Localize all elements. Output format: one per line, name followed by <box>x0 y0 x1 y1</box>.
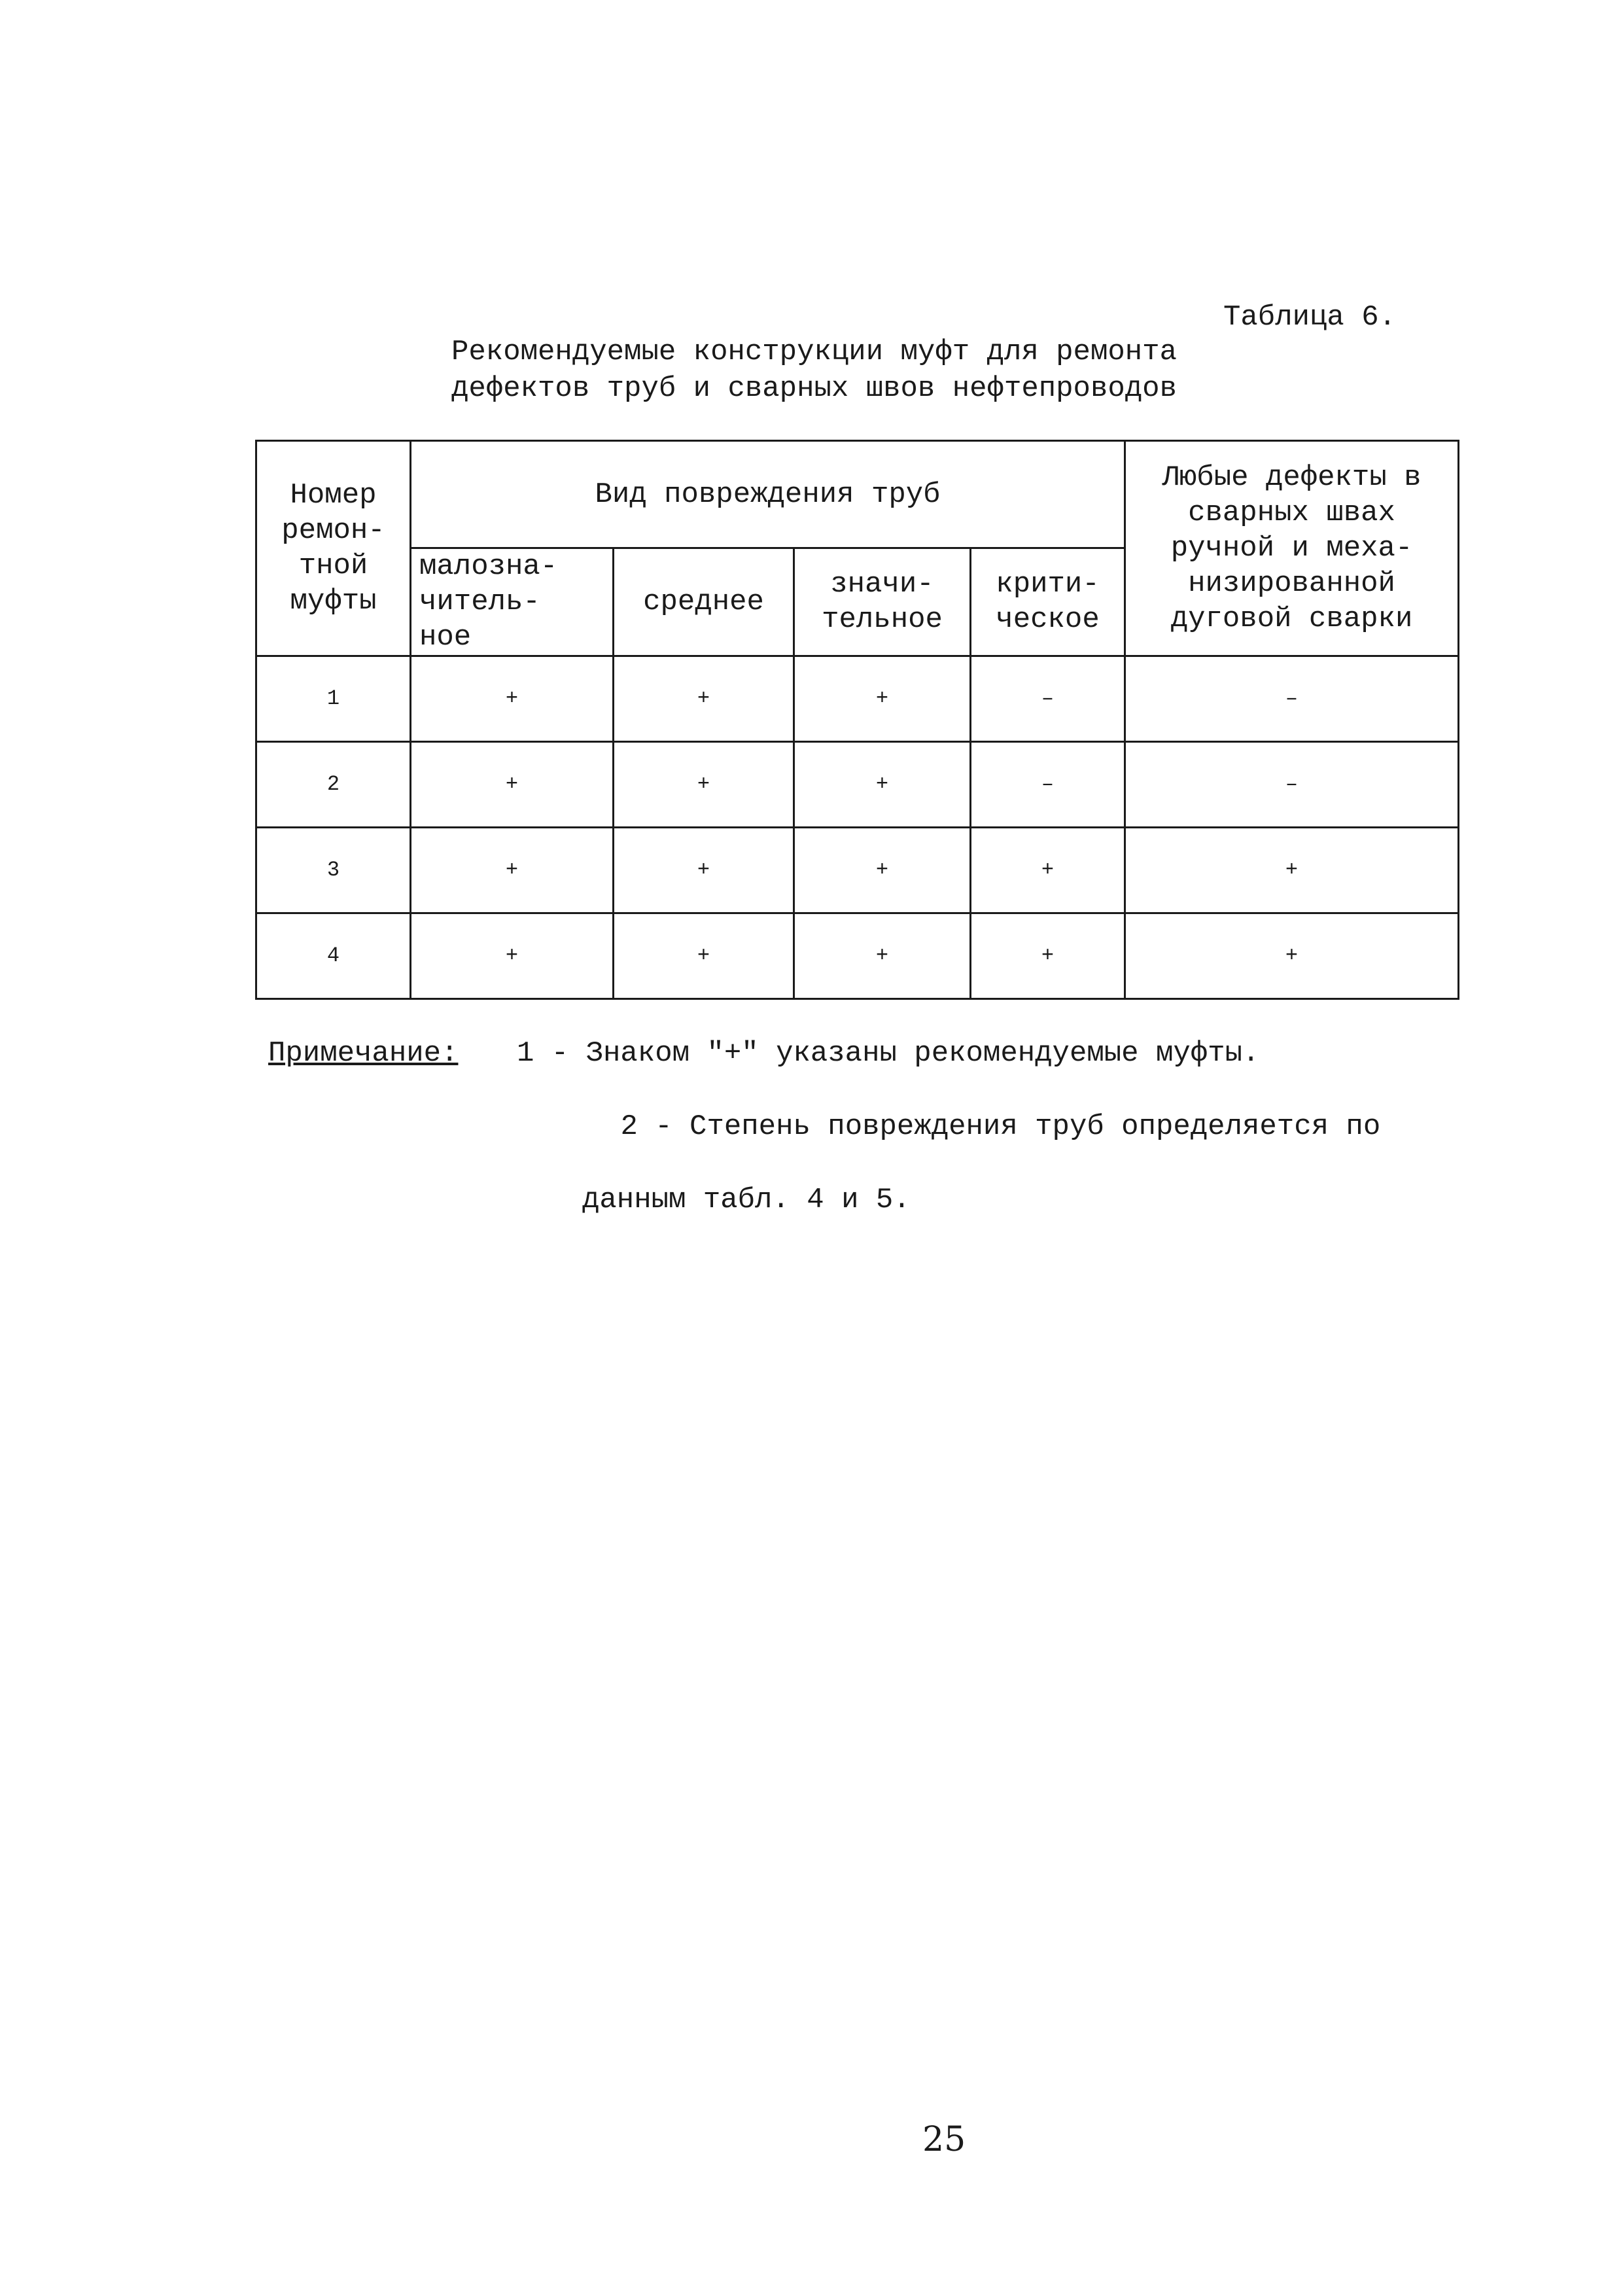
note-item-2-line-2: данным табл. 4 и 5. <box>582 1184 911 1216</box>
note-items <box>517 1035 1498 1292</box>
cell-medium: + <box>614 742 794 828</box>
cell-medium: + <box>614 656 794 742</box>
cell-significant: + <box>794 656 971 742</box>
page-number: 25 <box>922 2120 966 2159</box>
cell-critical: – <box>971 742 1125 828</box>
note-item-1: 1 - Знаком "+" указаны рекомендуемые муфты. <box>517 1037 1260 1070</box>
note-label: Примечание: <box>268 1037 459 1070</box>
table-row <box>256 742 1459 828</box>
cell-significant: + <box>794 828 971 913</box>
cell-minor: + <box>411 913 614 999</box>
header-damage-significant: значи- тельное <box>794 548 971 656</box>
note-item-2-line-1: 2 - Степень повреждения труб определяется по <box>620 1110 1381 1143</box>
cell-minor: + <box>411 828 614 913</box>
table-row <box>256 828 1459 913</box>
cell-critical: – <box>971 656 1125 742</box>
header-damage-critical: крити- ческое <box>971 548 1125 656</box>
header-damage-minor: малозна- читель- ное <box>411 548 614 656</box>
repair-sleeves-table <box>255 440 1459 1000</box>
header-any-weld-defects: Любые дефекты в сварных швах ручной и меха- низированной дуговой сварки <box>1125 441 1459 656</box>
row-number: 1 <box>256 656 411 742</box>
header-damage-medium: среднее <box>614 548 794 656</box>
caption-line-2: дефектов труб и сварных швов нефтепроводов <box>451 372 1177 405</box>
table-caption <box>451 334 1315 407</box>
cell-minor: + <box>411 742 614 828</box>
cell-critical: + <box>971 828 1125 913</box>
cell-weld-defects: – <box>1125 742 1459 828</box>
header-sleeve-number: Номер ремон- тной муфты <box>256 441 411 656</box>
table-row <box>256 913 1459 999</box>
cell-minor: + <box>411 656 614 742</box>
note-item-2 <box>517 1072 1498 1292</box>
cell-weld-defects: – <box>1125 656 1459 742</box>
table-row <box>256 656 1459 742</box>
cell-critical: + <box>971 913 1125 999</box>
caption-line-1: Рекомендуемые конструкции муфт для ремонта <box>451 336 1177 368</box>
header-damage-type: Вид повреждения труб <box>411 441 1125 548</box>
cell-medium: + <box>614 913 794 999</box>
cell-medium: + <box>614 828 794 913</box>
cell-weld-defects: + <box>1125 828 1459 913</box>
row-number: 3 <box>256 828 411 913</box>
table-label: Таблица 6. <box>1223 301 1397 334</box>
cell-weld-defects: + <box>1125 913 1459 999</box>
row-number: 2 <box>256 742 411 828</box>
cell-significant: + <box>794 742 971 828</box>
cell-significant: + <box>794 913 971 999</box>
row-number: 4 <box>256 913 411 999</box>
